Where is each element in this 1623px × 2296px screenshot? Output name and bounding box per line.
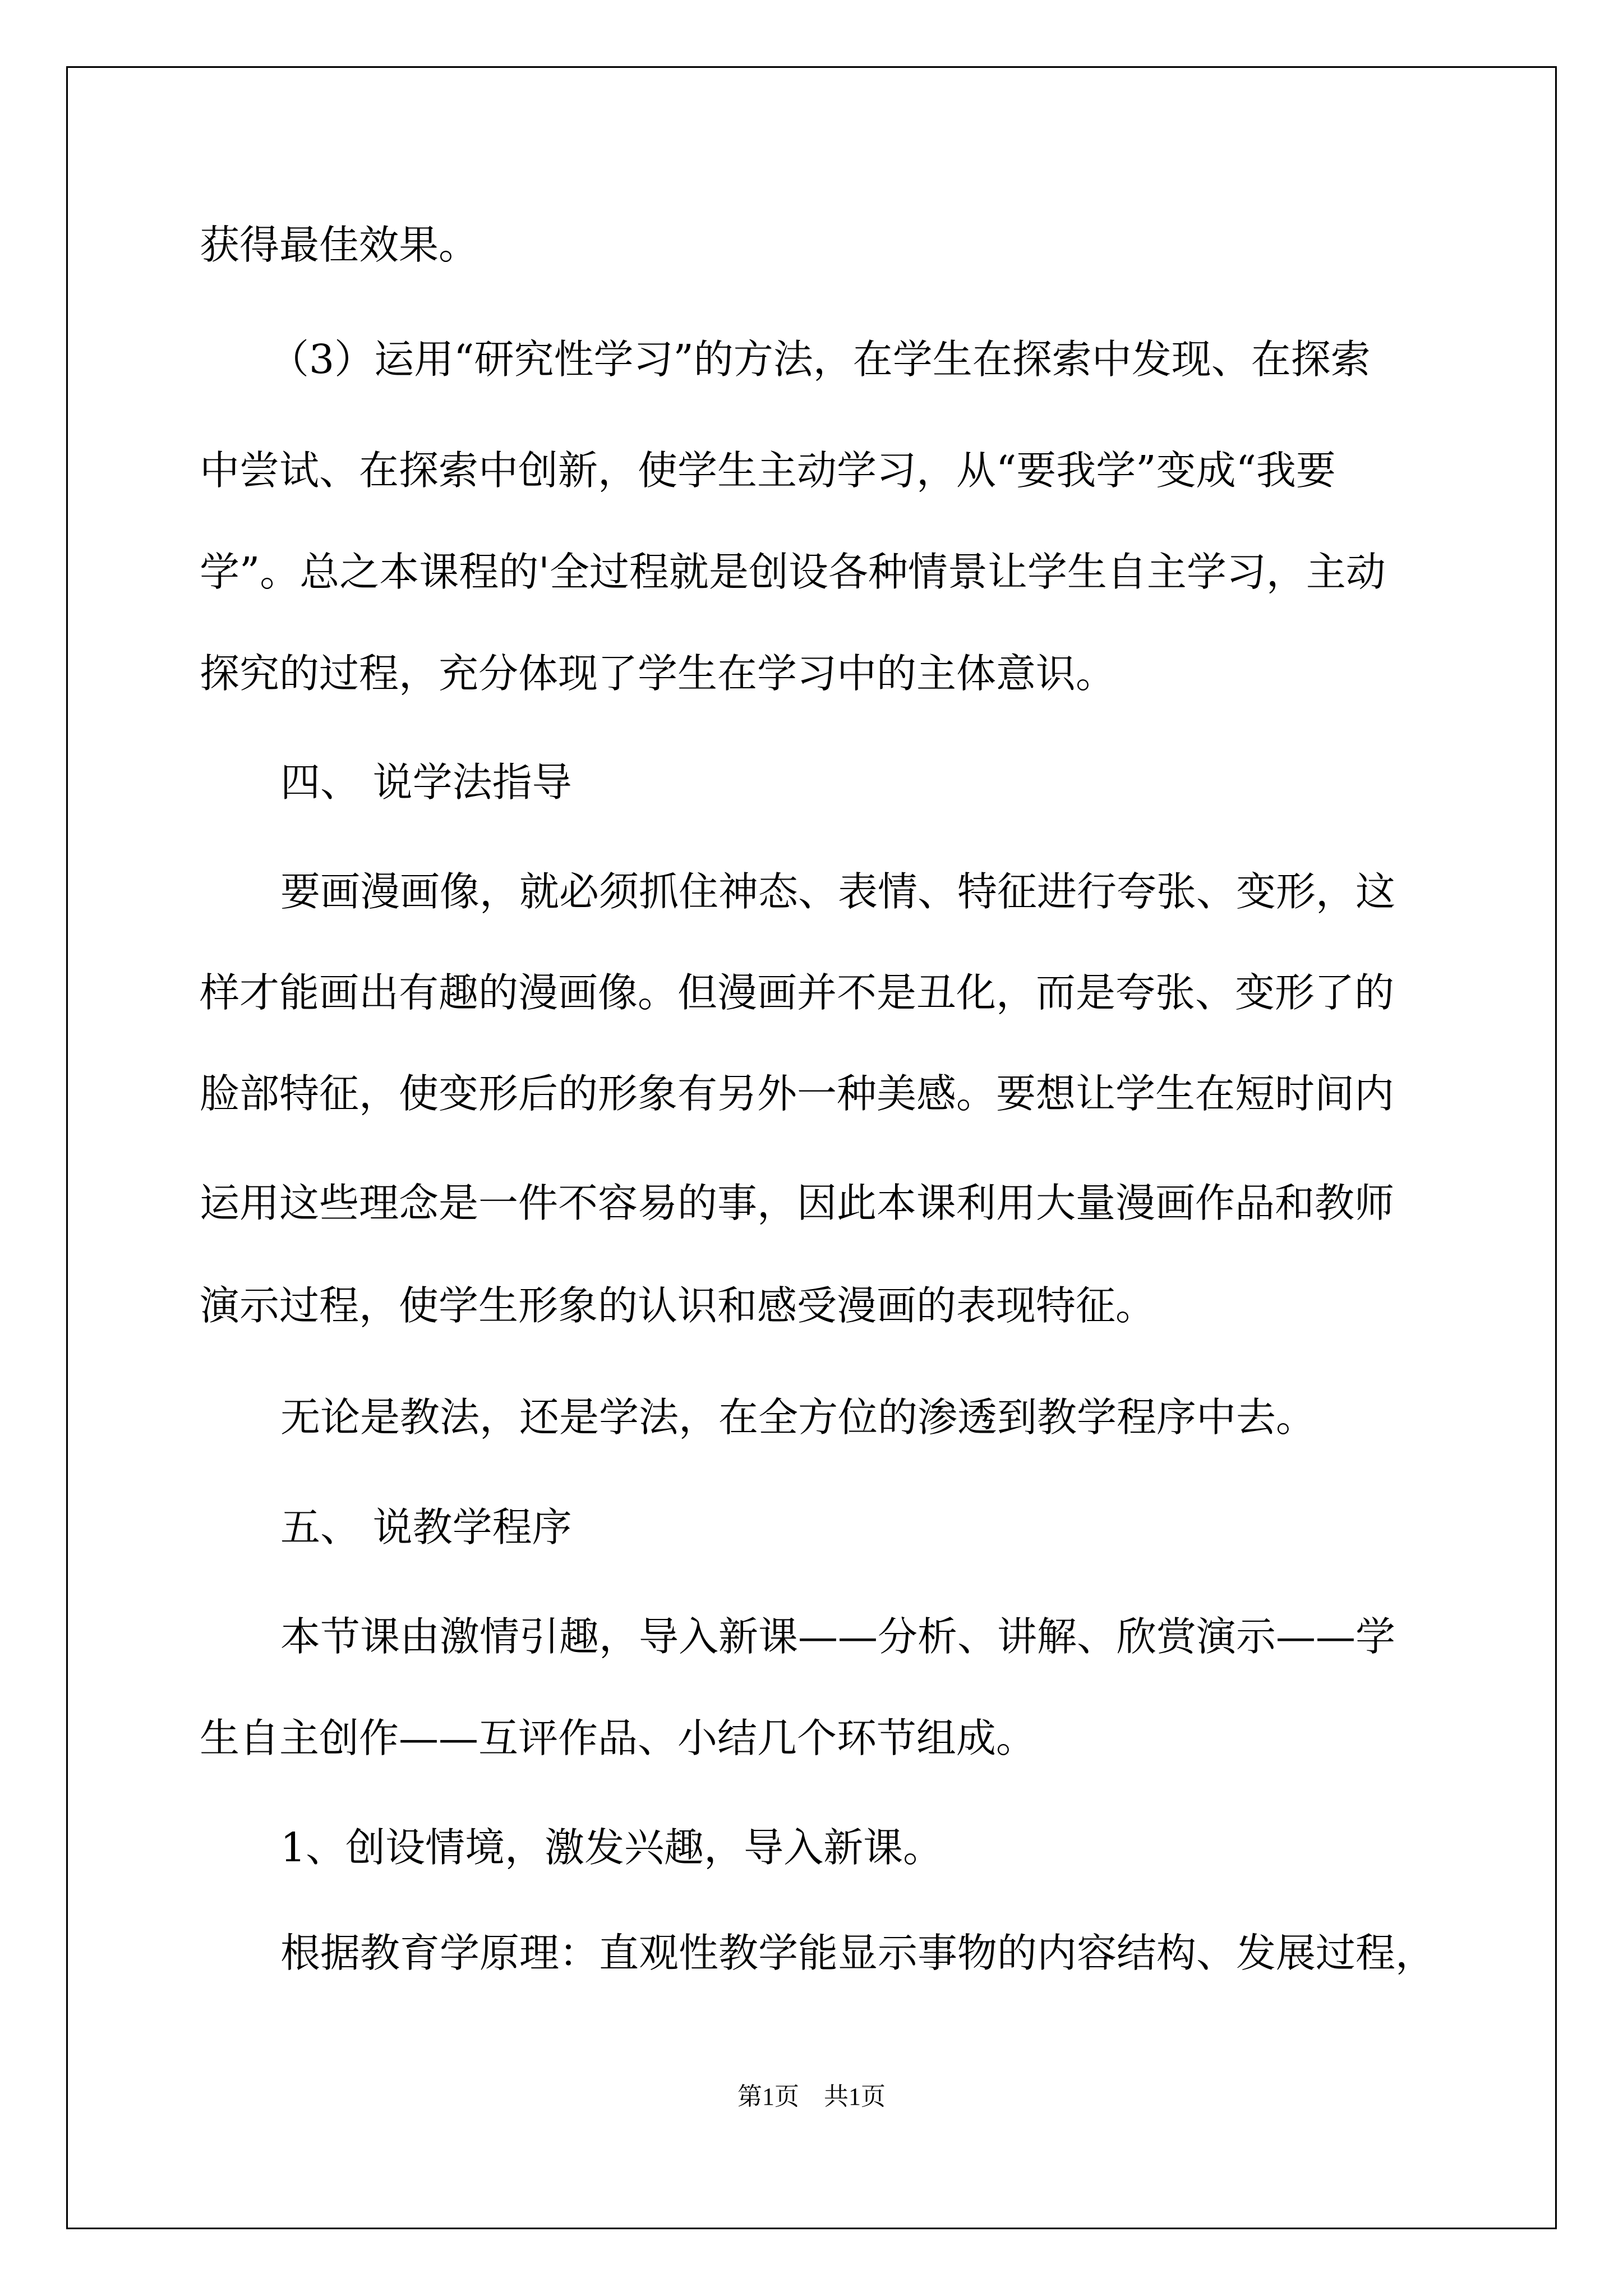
- page-border: [66, 66, 1557, 2229]
- section-heading: 四、 说学法指导: [280, 759, 572, 806]
- text-line: 无论是教法，还是学法，在全方位的渗透到教学程序中去。: [280, 1394, 1316, 1441]
- text-line: 生自主创作——互评作品、小结几个环节组成。: [200, 1715, 1036, 1761]
- text-line: 探究的过程，充分体现了学生在学习中的主体意识。: [200, 650, 1116, 697]
- text-line: 根据教育学原理：直观性教学能显示事物的内容结构、发展过程，: [280, 1930, 1436, 1976]
- section-heading: 五、 说教学程序: [280, 1504, 572, 1550]
- page-footer: 第1页 共1页: [737, 2083, 886, 2110]
- text-line: 样才能画出有趣的漫画像。但漫画并不是丑化，而是夸张、变形了的: [200, 969, 1395, 1016]
- text-line: 要画漫画像，就必须抓住神态、表情、特征进行夸张、变形，这: [280, 868, 1396, 915]
- text-line: 本节课由激情引趣，导入新课——分析、讲解、欣赏演示——学: [280, 1613, 1396, 1660]
- text-line: （3）运用“研究性学习”的方法，在学生在探索中发现、在探索: [269, 336, 1371, 383]
- text-line: 中尝试、在探索中创新，使学生主动学习，从“要我学”变成“我要: [200, 447, 1336, 494]
- text-line: 演示过程，使学生形象的认识和感受漫画的表现特征。: [200, 1282, 1156, 1329]
- text-line: 1、创设情境，激发兴趣，导入新课。: [280, 1824, 943, 1871]
- text-line: 获得最佳效果。: [200, 222, 479, 268]
- text-line: 脸部特征，使变形后的形象有另外一种美感。要想让学生在短时间内: [200, 1070, 1395, 1117]
- text-line: 运用这些理念是一件不容易的事，因此本课利用大量漫画作品和教师: [200, 1180, 1395, 1226]
- text-line: 学”。总之本课程的'全过程就是创设各种情景让学生自主学习，主动: [200, 549, 1386, 595]
